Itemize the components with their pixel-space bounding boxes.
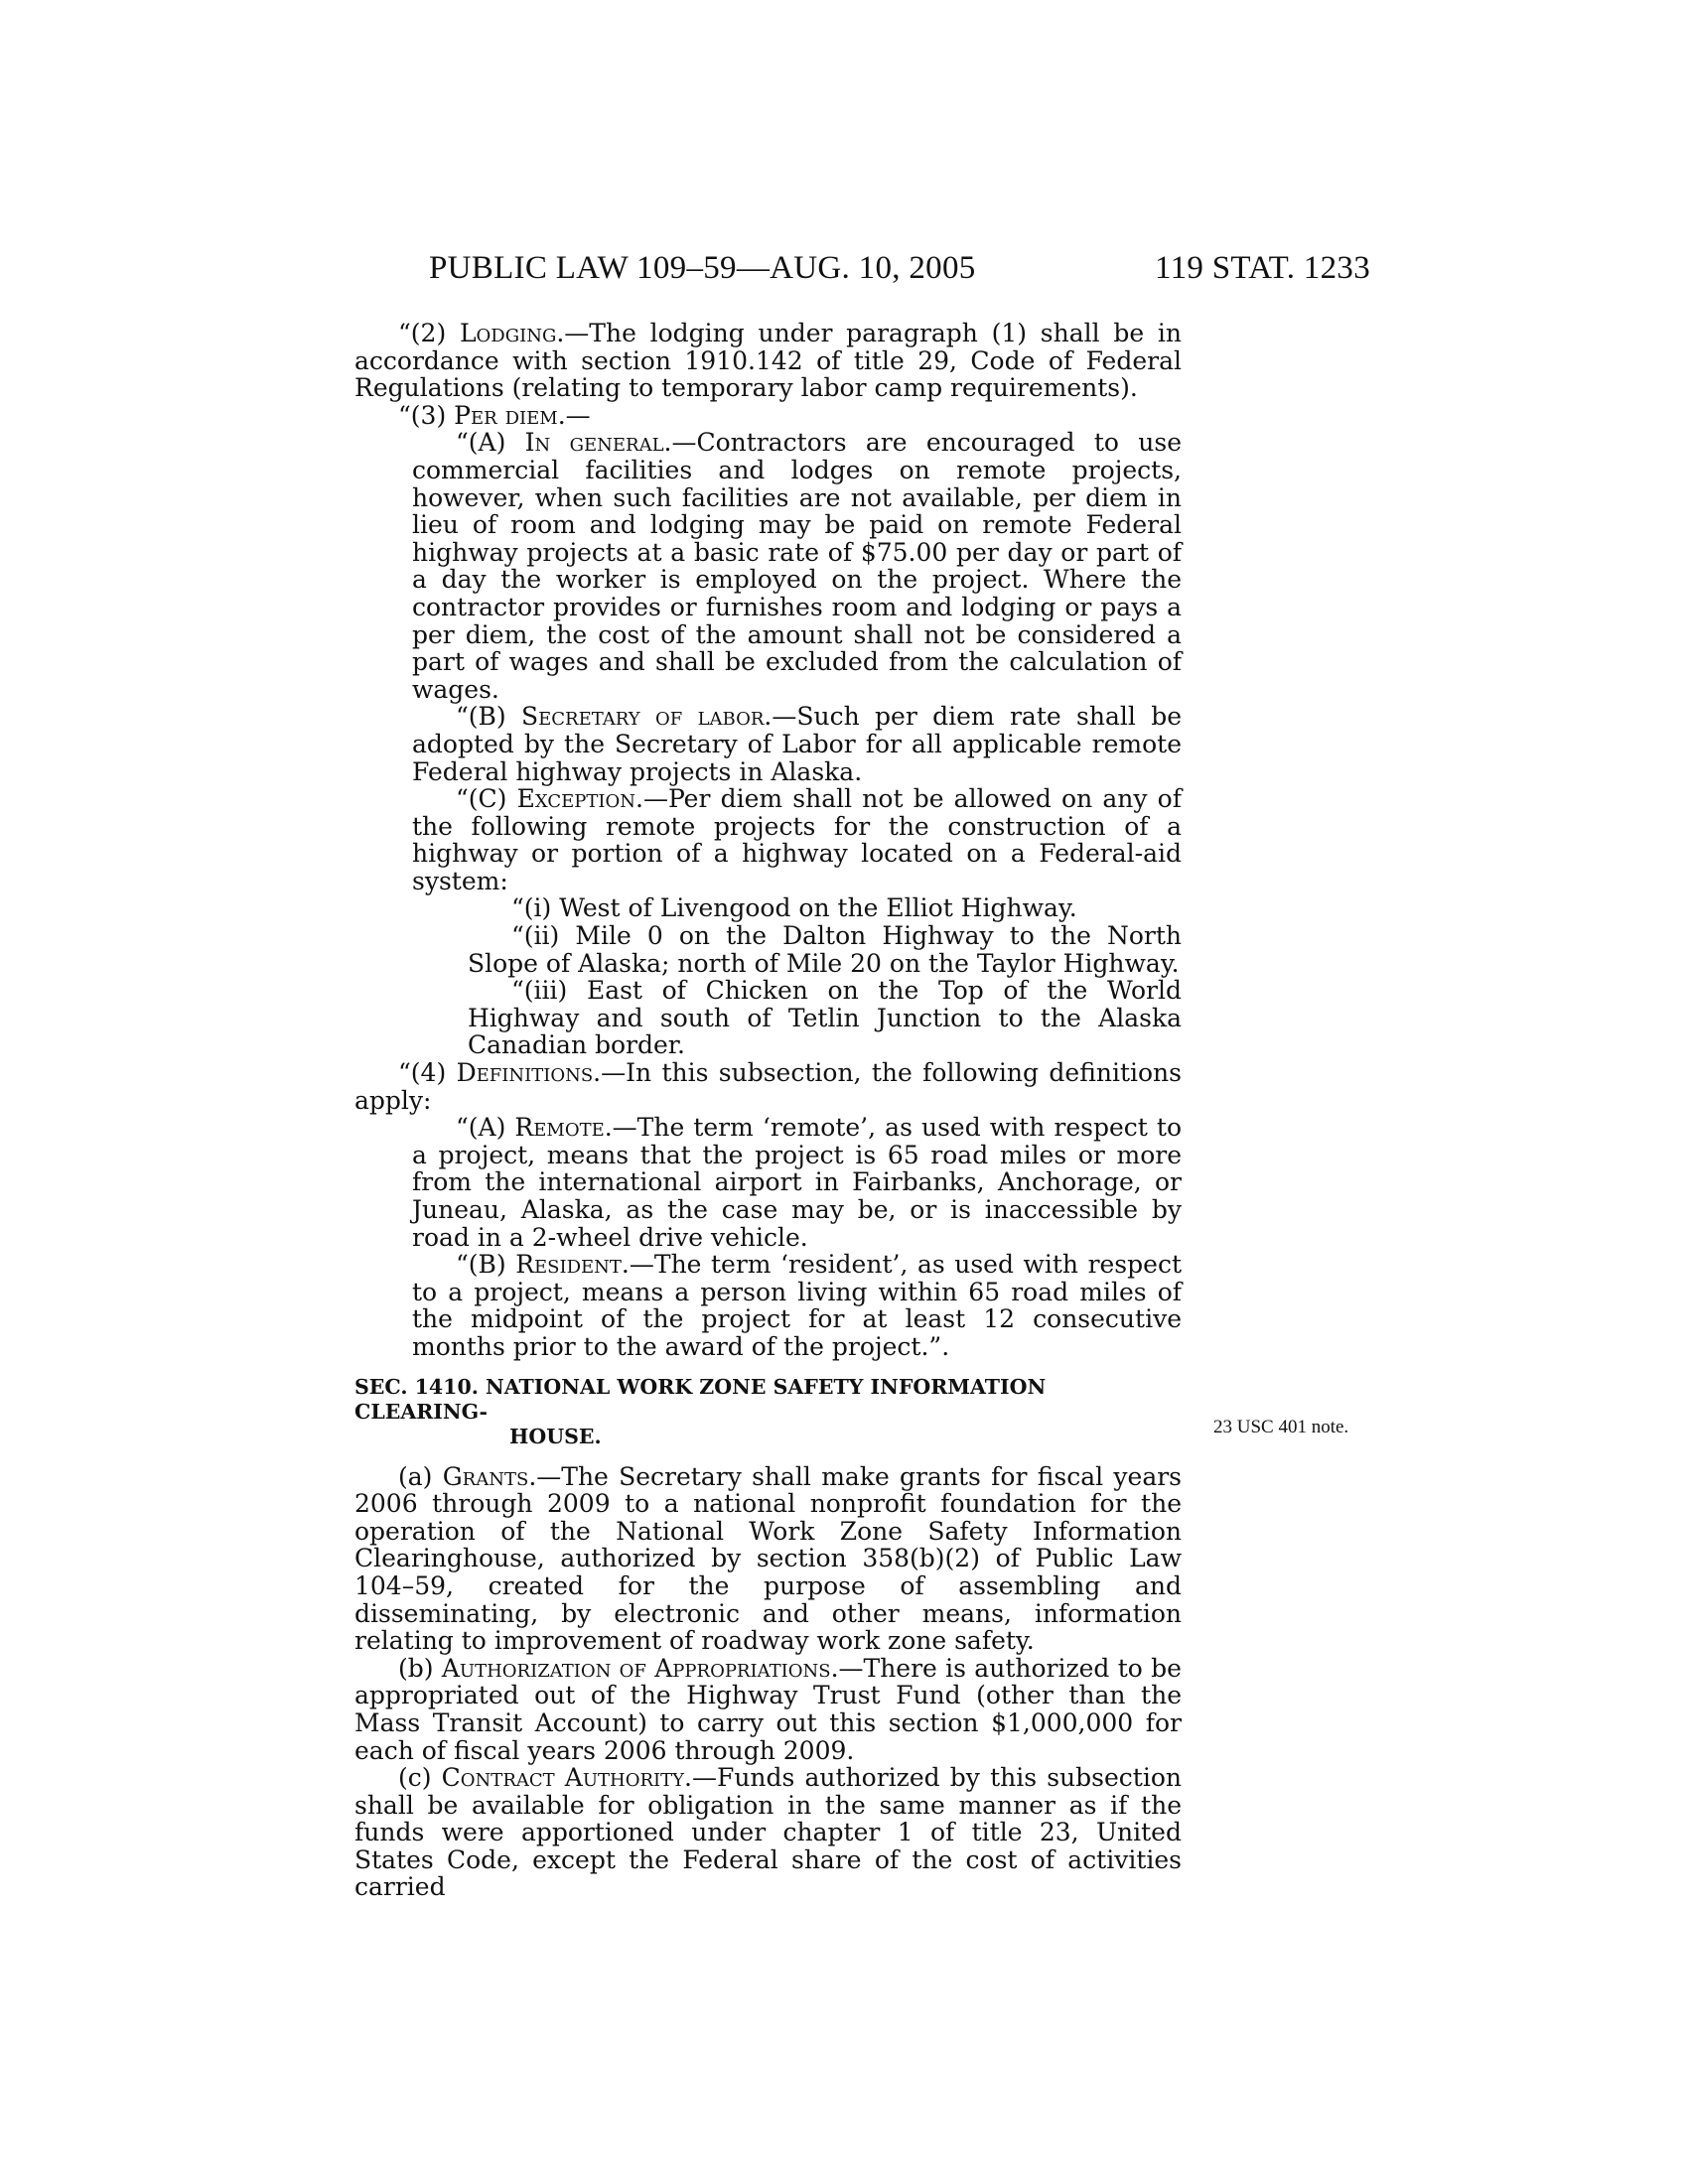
- page-citation: 119 STAT. 1233: [1155, 250, 1370, 286]
- subparagraph-4B-resident: “(B) Resident.—The term ‘resident’, as used with respect to a project, means a person living within 65 road miles of the midpoint of the project for at least 12 consecutive months prior to the award of the project.”.: [412, 1250, 1182, 1361]
- paragraph-heading: Lodging.: [459, 319, 565, 347]
- paragraph-heading: Exception.: [516, 784, 643, 814]
- running-header-left: PUBLIC LAW 109–59—AUG. 10, 2005: [429, 250, 976, 286]
- paragraph-heading: Definitions.: [456, 1058, 602, 1088]
- clause-3C-ii: “(ii) Mile 0 on the Dalton Highway to the North Slope of Alaska; north of Mile 20 on the Taylor Highway.: [468, 921, 1182, 978]
- paragraph-heading: Secretary of labor.: [521, 702, 773, 732]
- paragraph-heading: Resident.: [515, 1250, 630, 1280]
- subparagraph-3A-in-general: “(A) In general.—Contractors are encouraged to use commercial facilities and lodges on remote projects, however, when such facilities are not available, per diem in lieu of room and lodging may be paid on remote Federal highway projects at a basic rate of $75.00 per day or part of a day the worker is employed on the project. Where the contractor provides or furnishes room and lodging or pays a per diem, the cost of the amount shall not be considered a part of wages and shall be excluded from the calculation of wages.: [412, 428, 1183, 704]
- paragraph-heading: Authorization of Appropriations.: [441, 1653, 839, 1683]
- section-title-line-2: HOUSE.: [509, 1424, 602, 1448]
- paragraph-heading: Contract Authority.: [441, 1763, 692, 1793]
- paragraph-heading: Grants.: [442, 1461, 537, 1491]
- paragraph-heading: In general.: [524, 428, 672, 458]
- margin-note: 23 USC 401 note.: [1213, 1417, 1349, 1437]
- paragraph-heading: Remote.: [514, 1113, 613, 1143]
- section-title-line-1: SEC. 1410. NATIONAL WORK ZONE SAFETY INFORMATION CLEARING-: [354, 1374, 1047, 1424]
- paragraph-heading: Per diem.: [454, 400, 566, 430]
- subsection-a-grants: (a) Grants.—The Secretary shall make grants for fiscal years 2006 through 2009 to a national nonprofit foundation for the operation of the National Work Zone Safety Information Clearinghouse, authorized by section 358(b)(2) of Public Law 104–59, created for the purpose of assembling and disseminating, by electronic and other means, information relating to improvement of roadway work zone safety.: [354, 1461, 1183, 1656]
- clause-3C-iii: “(iii) East of Chicken on the Top of the World Highway and south of Tetlin Junction to the Alaska Canadian border.: [468, 976, 1182, 1060]
- paragraph-3-per-diem: “(3) Per diem.—: [398, 400, 591, 430]
- subparagraph-4A-remote: “(A) Remote.—The term ‘remote’, as used with respect to a project, means that the project is 65 road miles or more from the international airport in Fairbanks, Anchorage, or Juneau, Alaska, as the case may be, or is inaccessible by road in a 2-wheel drive vehicle.: [412, 1113, 1182, 1252]
- subsection-b-authorization: (b) Authorization of Appropriations.—There is authorized to be appropriated out of the Highway Trust Fund (other than the Mass Transit Account) to carry out this section $1,000,000 for each of fiscal years 2006 through 2009.: [354, 1653, 1182, 1765]
- clause-3C-i: “(i) West of Livengood on the Elliot Highway.: [511, 893, 1077, 923]
- document-body: [354, 320, 1182, 1901]
- subparagraph-3C-exception: “(C) Exception.—Per diem shall not be allowed on any of the following remote projects for the construction of a highway or portion of a highway located on a Federal-aid system:: [412, 784, 1182, 895]
- paragraph-4-definitions: “(4) Definitions.—In this subsection, the following definitions apply:: [354, 1058, 1182, 1115]
- paragraph-2-lodging: “(2) Lodging.—The lodging under paragraph (1) shall be in accordance with section 1910.142 of title 29, Code of Federal Regulations (relating to temporary labor camp requirements).: [354, 319, 1182, 403]
- subsection-c-contract-authority: (c) Contract Authority.—Funds authorized by this subsection shall be available for obligation in the same manner as if the funds were apportioned under chapter 1 of title 23, United States Code, except the Federal share of the cost of activities carried: [354, 1763, 1182, 1902]
- subparagraph-3B-secretary-of-labor: “(B) Secretary of labor.—Such per diem rate shall be adopted by the Secretary of Labor for all applicable remote Federal highway projects in Alaska.: [412, 702, 1182, 786]
- section-heading: [354, 1375, 1182, 1449]
